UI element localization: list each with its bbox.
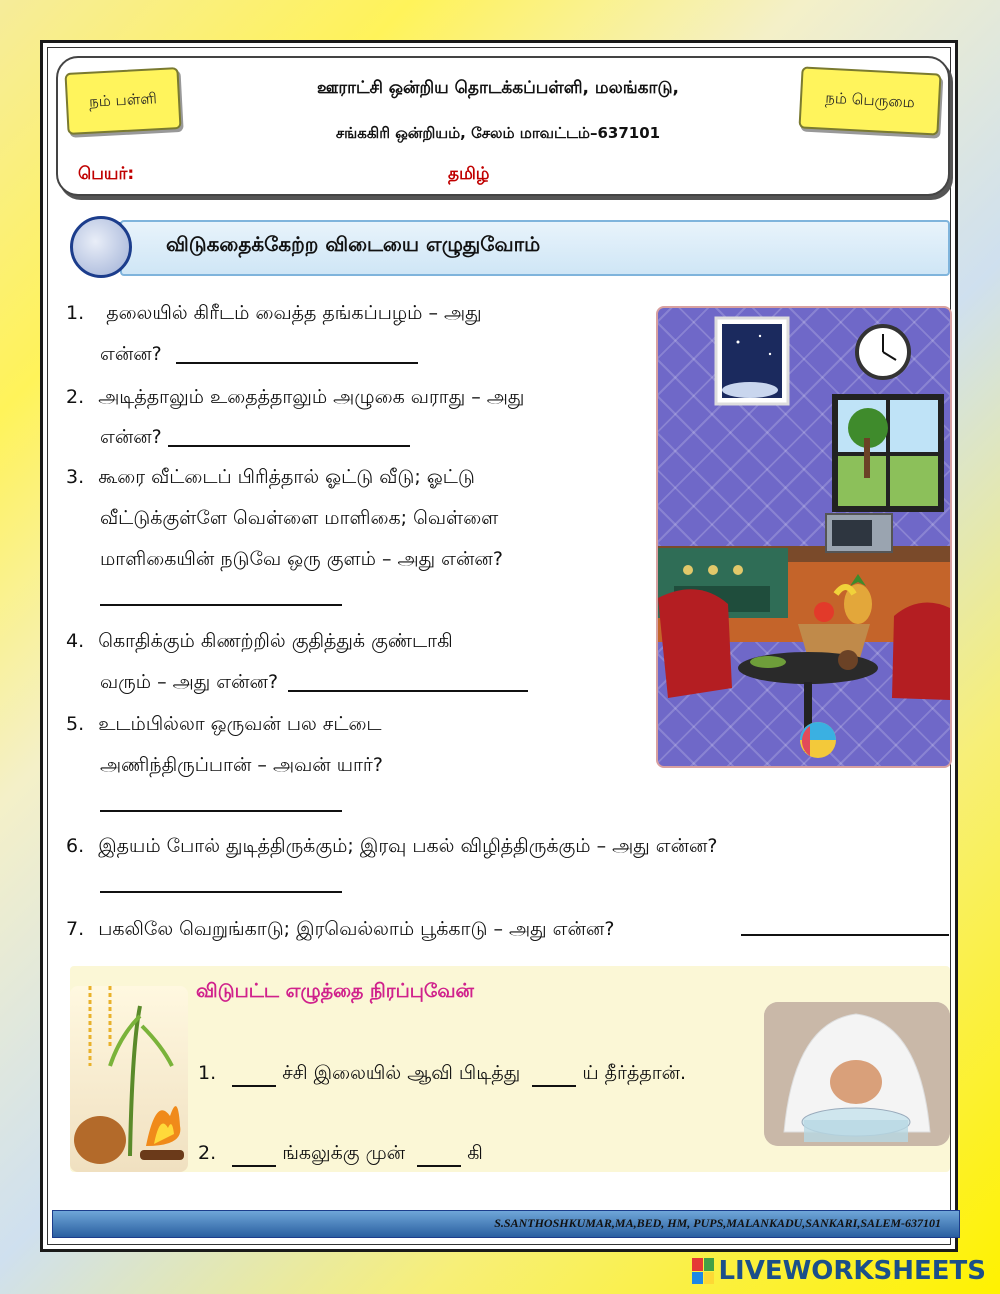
riddle-text: இதயம் போல் துடித்திருக்கும்; இரவு பகல் விழித்திருக்கும் – அது என்ன?	[98, 835, 718, 857]
answer-field-1[interactable]	[176, 346, 418, 364]
riddle-number: 6.	[66, 835, 85, 857]
liveworksheets-logo	[692, 1256, 986, 1286]
riddle-1-line2	[100, 345, 418, 364]
subject-label: தமிழ்	[448, 164, 490, 184]
fill-blanks-section	[70, 966, 950, 1172]
answer-field-3[interactable]	[100, 604, 342, 606]
footer-bar	[52, 1210, 960, 1238]
worksheet-inner-border	[47, 47, 951, 1245]
author-credit: S.SANTHOSHKUMAR,MA,BED, HM, PUPS,MALANKADU,SANKARI,SALEM-637101	[494, 1216, 941, 1230]
answer-field-6[interactable]	[100, 891, 342, 893]
fill-number: 2.	[198, 1142, 217, 1164]
fill-text: ங்கலுக்கு முன்	[282, 1142, 406, 1164]
school-flag-left: நம் பள்ளி	[64, 67, 181, 135]
riddle-text: பகலிலே வெறுங்காடு; இரவெல்லாம் பூக்காடு – அது என்ன?	[98, 918, 615, 940]
riddle-text: என்ன?	[100, 343, 162, 365]
fill-text: கி	[467, 1142, 483, 1164]
fill-blanks-title: விடுபட்ட எழுத்தை நிரப்புவேன்	[196, 980, 474, 1002]
pongal-scene-svg	[70, 986, 188, 1172]
letter-field-2a[interactable]	[232, 1151, 276, 1167]
riddle-text: தலையில் கிரீடம் வைத்த தங்கப்பழம் – அது	[106, 302, 482, 324]
riddle-number: 4.	[66, 630, 85, 652]
answer-field-7[interactable]	[741, 934, 949, 936]
kitchen-scene-svg	[658, 308, 950, 766]
riddle-text: என்ன?	[100, 426, 162, 448]
letter-field-2b[interactable]	[417, 1151, 461, 1167]
fill-text: ய் தீர்த்தான்.	[582, 1062, 687, 1084]
riddle-1	[66, 304, 482, 323]
riddle-2-line2	[100, 428, 410, 447]
riddle-4	[66, 632, 453, 651]
riddle-3-line2: வீட்டுக்குள்ளே வெள்ளை மாளிகை; வெள்ளை	[100, 507, 499, 529]
riddle-7	[66, 920, 614, 939]
riddles-section-title: விடுகதைக்கேற்ற விடையை எழுதுவோம்	[166, 232, 541, 256]
riddle-2	[66, 388, 524, 407]
riddle-text: உடம்பில்லா ஒருவன் பல சட்டை	[98, 713, 382, 735]
riddle-number: 2.	[66, 386, 85, 408]
answer-field-5[interactable]	[100, 810, 342, 812]
answer-field-4[interactable]	[288, 674, 528, 692]
riddle-number: 1.	[66, 302, 85, 324]
brand-name: LIVEWORKSHEETS	[718, 1256, 986, 1286]
name-label: பெயர்:	[78, 164, 135, 184]
liveworksheets-logo-icon	[692, 1258, 714, 1284]
header-box	[56, 56, 950, 196]
riddle-text: கொதிக்கும் கிணற்றில் குதித்துக் குண்டாகி	[98, 630, 453, 652]
riddle-number: 3.	[66, 466, 85, 488]
letter-field-1b[interactable]	[532, 1071, 576, 1087]
steam-inhalation-illustration	[764, 1002, 950, 1146]
fill-item-1	[198, 1062, 686, 1087]
riddle-number: 5.	[66, 713, 85, 735]
answer-field-2[interactable]	[168, 429, 410, 447]
riddle-text: அடித்தாலும் உதைத்தாலும் அழுகை வராது – அது	[98, 386, 525, 408]
riddle-text: வரும் – அது என்ன?	[100, 671, 279, 693]
fill-text: ச்சி இலையில் ஆவி பிடித்து	[282, 1062, 521, 1084]
steam-scene-svg	[764, 1002, 950, 1146]
riddle-3	[66, 468, 475, 487]
banner-circle-icon	[70, 216, 132, 278]
school-address: சங்ககிரி ஒன்றியம், சேலம் மாவட்டம்–637101	[335, 124, 661, 142]
letter-field-1a[interactable]	[232, 1071, 276, 1087]
riddles-section-banner	[70, 216, 950, 276]
riddle-6	[66, 837, 718, 856]
riddle-5-line2: அணிந்திருப்பான் – அவன் யார்?	[100, 754, 383, 776]
school-name: ஊராட்சி ஒன்றிய தொடக்கப்பள்ளி, மலங்காடு,	[316, 78, 680, 98]
riddle-number: 7.	[66, 918, 85, 940]
pongal-illustration	[70, 986, 188, 1172]
fill-number: 1.	[198, 1062, 217, 1084]
fill-item-2	[198, 1142, 483, 1167]
pride-flag-right: நம் பெருமை	[798, 66, 941, 135]
riddle-5	[66, 715, 382, 734]
riddle-4-line2	[100, 673, 528, 692]
riddle-text: கூரை வீட்டைப் பிரித்தால் ஓட்டு வீடு; ஓட்டு	[98, 466, 475, 488]
kitchen-illustration	[656, 306, 952, 768]
worksheet-page	[40, 40, 958, 1252]
riddle-3-line3: மாளிகையின் நடுவே ஒரு குளம் – அது என்ன?	[100, 548, 503, 570]
